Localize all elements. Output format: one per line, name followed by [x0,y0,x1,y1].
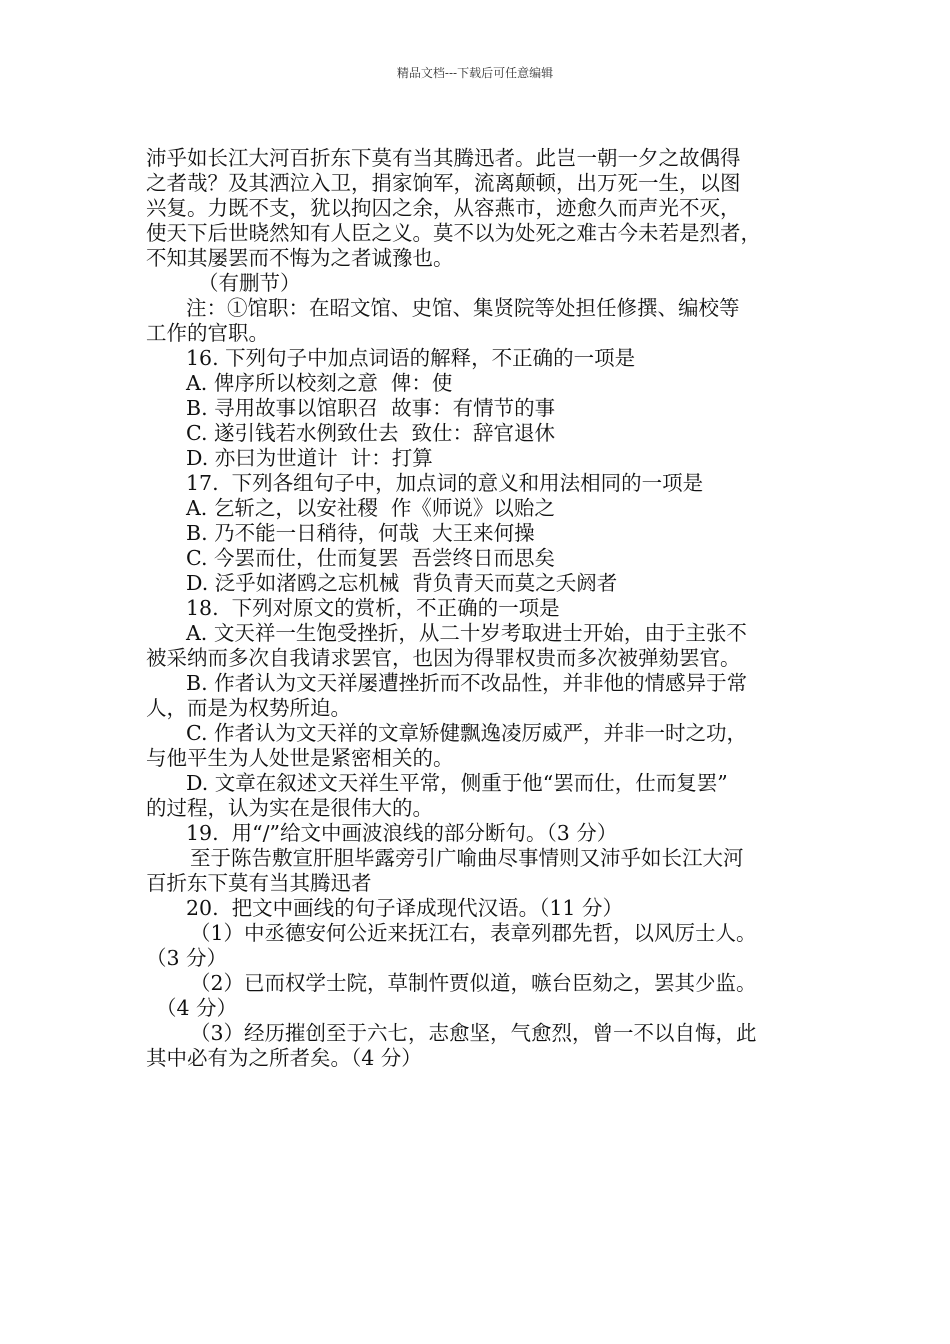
question-17: 17. 下列各组句子中，加点词的意义和用法相同的一项是 [186,471,704,495]
punctuation-passage: 至于陈告敷宣肝胆毕露旁引广喻曲尽事情则又沛乎如长江大河 [190,846,744,870]
option-c: C. 作者认为文天祥的文章矫健飘逸凌厉威严，并非一时之功， [186,721,747,745]
translation-item-1: （1）中丞德安何公近来抚江右，表章列郡先哲，以风厉士人。 [190,921,757,945]
text-line: 之者哉？及其洒泣入卫，捐家饷军，流离颠顿，出万死一生，以图 [146,171,741,195]
question-20: 20. 把文中画线的句子译成现代汉语。（11 分） [186,896,623,920]
translation-item-3-continued: 其中必有为之所者矣。（4 分） [146,1046,422,1070]
footnote: 注：①馆职：在昭文馆、史馆、集贤院等处担任修撰、编校等 [186,296,740,320]
option-d: D. 泛乎如渚鸥之忘机械 背负青天而莫之夭阏者 [186,571,618,595]
footnote-continued: 工作的官职。 [146,321,269,345]
text-line: 使天下后世晓然知有人臣之义。莫不以为处死之难古今未若是烈者， [146,221,761,245]
translation-item-1-points: （3 分） [146,946,228,970]
option-a-continued: 被采纳而多次自我请求罢官，也因为得罪权贵而多次被弹劾罢官。 [146,646,741,670]
question-16: 16. 下列句子中加点词语的解释，不正确的一项是 [186,346,636,370]
question-19: 19. 用“/”给文中画波浪线的部分断句。（3 分） [186,821,618,845]
text-line: 不知其屡罢而不悔为之者诚豫也。 [146,246,454,270]
option-a: A. 乞斩之，以安社稷 作《师说》以贻之 [186,496,555,520]
option-c: C. 今罢而仕，仕而复罢 吾尝终日而思矣 [186,546,556,570]
text-line: 兴复。力既不支，犹以拘囚之余，从容燕市，迹愈久而声光不灭， [146,196,741,220]
page-header: 精品文档---下载后可任意编辑 [396,66,554,80]
document-body [146,146,818,1071]
option-d: D. 文章在叙述文天祥生平常，侧重于他“罢而仕，仕而复罢” [186,771,728,795]
punctuation-passage-continued: 百折东下莫有当其腾迅者 [146,871,372,895]
option-b: B. 寻用故事以馆职召 故事：有情节的事 [186,396,556,420]
translation-item-2-points: （4 分） [156,996,238,1020]
option-d: D. 亦曰为世道计 计：打算 [186,446,433,470]
option-c: C. 遂引钱若水例致仕去 致仕：辞官退休 [186,421,556,445]
option-b: B. 作者认为文天祥屡遭挫折而不改品性，并非他的情感异于常 [186,671,748,695]
option-a: A. 俾序所以校刻之意 俾：使 [186,371,453,395]
option-c-continued: 与他平生为人处世是紧密相关的。 [146,746,454,770]
translation-item-2: （2）已而权学士院，草制忤贾似道，嗾台臣劾之，罢其少监。 [190,971,757,995]
option-a: A. 文天祥一生饱受挫折，从二十岁考取进士开始，由于主张不 [186,621,747,645]
text-line: 沛乎如长江大河百折东下莫有当其腾迅者。此岂一朝一夕之故偶得 [146,146,741,170]
option-d-continued: 的过程，认为实在是很伟大的。 [146,796,433,820]
deletion-note: （有删节） [198,271,301,295]
option-b: B. 乃不能一日稍待，何哉 大王来何操 [186,521,535,545]
translation-item-3: （3）经历摧创至于六七，志愈坚，气愈烈，曾一不以自悔，此 [190,1021,757,1045]
option-b-continued: 人，而是为权势所迫。 [146,696,351,720]
question-18: 18. 下列对原文的赏析，不正确的一项是 [186,596,560,620]
